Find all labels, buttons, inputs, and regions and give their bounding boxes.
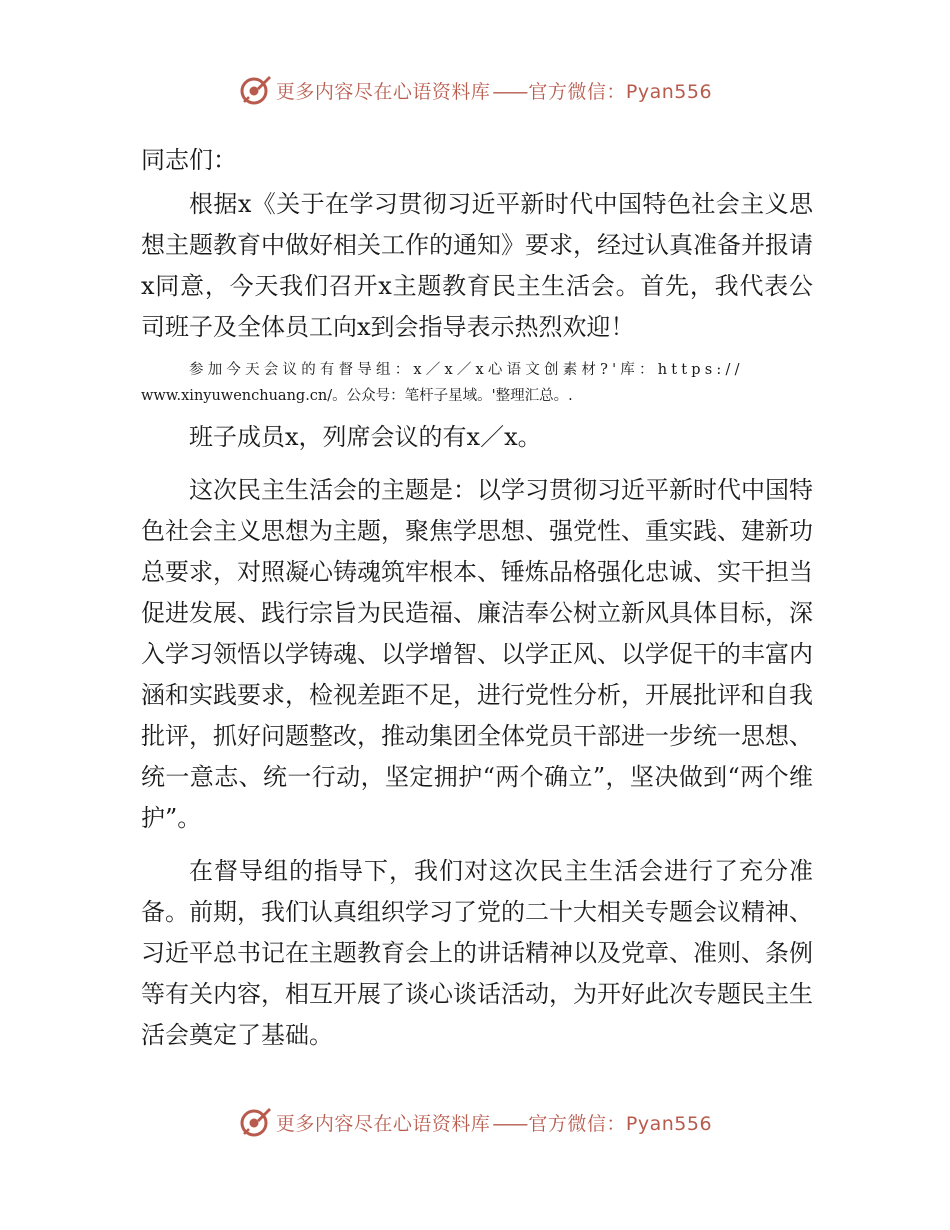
- attendee-note: [141, 357, 813, 409]
- paragraph-preparation: 在督导组的指导下，我们对这次民主生活会进行了充分准备。前期，我们认真组织学习了党的二十大相关专题会议精神、习近平总书记在主题教育会上的讲话精神以及党章、准则、条例等有关内容，相互开展了谈心谈话活动，为开好此次专题民主生活会奠定了基础。: [141, 857, 813, 1049]
- banner-text-main: 更多内容尽在心语资料库: [275, 1112, 491, 1135]
- paragraph-opening: 根据x《关于在学习贯彻习近平新时代中国特色社会主义思想主题教育中做好相关工作的通知》要求，经过认真准备并报请x同意，今天我们召开x主题教育民主生活会。首先，我代表公司班子及全体员工向x到会指导表示热烈欢迎！: [141, 190, 813, 341]
- banner-text-dash: ——: [492, 80, 527, 103]
- banner-text: [276, 77, 712, 104]
- paragraph-members: 班子成员x，列席会议的有x／x。: [189, 423, 542, 451]
- pen-logo-icon: [238, 73, 272, 107]
- banner-text-dash: ——: [492, 1112, 527, 1135]
- paragraph-theme: 这次民主生活会的主题是：以学习贯彻习近平新时代中国特色社会主义思想为主题，聚焦学思想、强党性、重实践、建新功总要求，对照凝心铸魂筑牢根本、锤炼品格强化忠诚、实干担当促进发展、践行宗旨为民造福、廉洁奉公树立新风具体目标，深入学习领悟以学铸魂、以学增智、以学正风、以学促干的丰富内涵和实践要求，检视差距不足，进行党性分析，开展批评和自我批评，抓好问题整改，推动集团全体党员干部进一步统一思想、统一意志、统一行动，坚定拥护“两个确立”，坚决做到“两个维护”。: [141, 476, 813, 832]
- banner-text-main: 更多内容尽在心语资料库: [275, 80, 491, 103]
- attendee-note-line1: 参加今天会议的有督导组：x／x／x心语文创素材?'库：https://: [189, 362, 744, 378]
- banner-text-tail: 官方微信：Pyan556: [528, 80, 713, 103]
- greeting: 同志们：: [141, 146, 237, 174]
- attendee-note-line2: www.xinyuwenchuang.cn/。公众号：笔杆子星域。'整理汇总。.: [141, 388, 573, 404]
- header-banner: [0, 72, 950, 108]
- pen-logo-icon: [238, 1105, 272, 1139]
- banner-text: [276, 1109, 712, 1136]
- document-body: [141, 140, 813, 1056]
- banner-text-tail: 官方微信：Pyan556: [528, 1112, 713, 1135]
- footer-banner: [0, 1104, 950, 1140]
